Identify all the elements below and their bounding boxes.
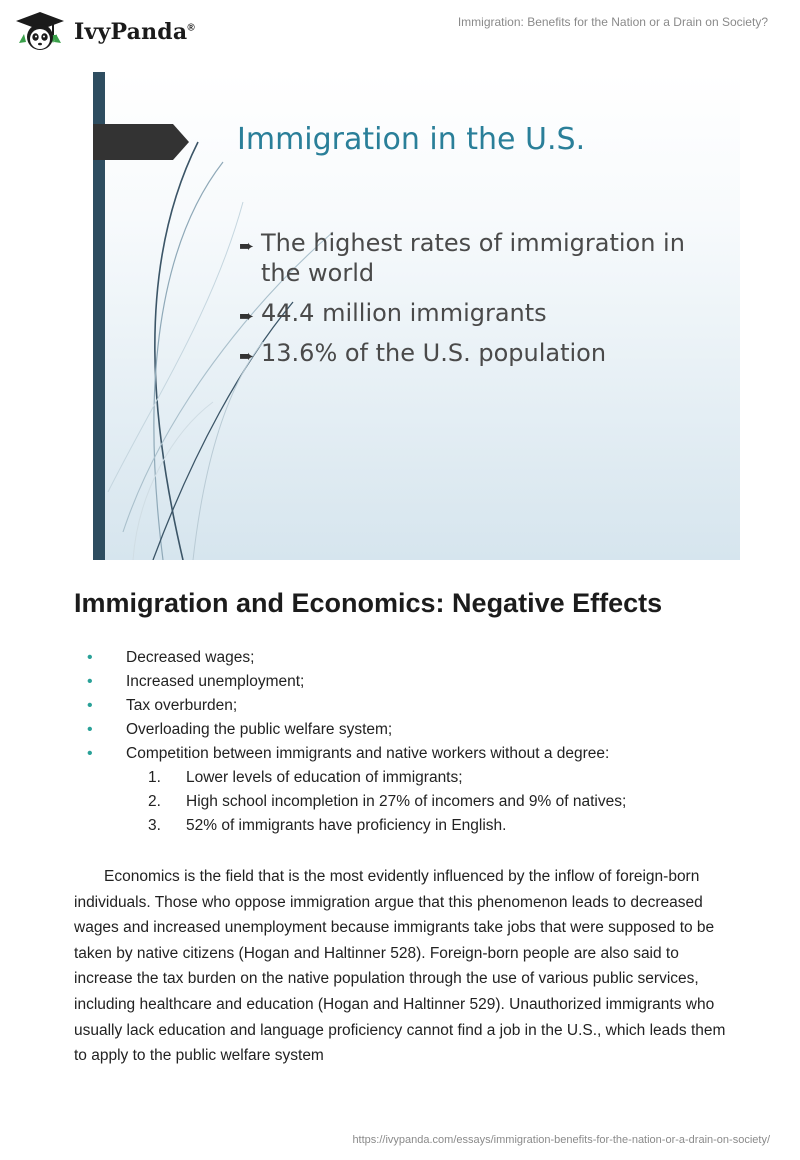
slide-bullet: ➨ The highest rates of immigration in the world (239, 229, 685, 287)
list-item: • Decreased wages; (74, 646, 734, 670)
bullet-dot-icon: • (87, 745, 93, 762)
list-item: • Competition between immigrants and native workers without a degree: 1. Lower levels of education of immigrants; 2. High school incompletion in 27% of incomers and 9% of natives; 3. 52% of immigrants have proficiency in English. (74, 742, 734, 838)
section-heading: Immigration and Economics: Negative Effects (74, 588, 663, 618)
sub-list-item: 1. Lower levels of education of immigrants; (148, 769, 463, 786)
pointing-hand-icon: ➨ (239, 306, 255, 327)
title-arrow-shape (93, 124, 193, 160)
sub-list-item: 2. High school incompletion in 27% of incomers and 9% of natives; (148, 793, 627, 810)
pointing-hand-icon: ➨ (239, 346, 255, 367)
bullet-dot-icon: • (87, 697, 93, 714)
competition-sub-list (126, 766, 734, 838)
bullet-dot-icon: • (87, 649, 93, 666)
body-paragraph: Economics is the field that is the most evidently influenced by the inflow of foreign-born individuals. Those who oppose immigration argue that this phenomenon leads to decreased wages and increased unemployment because immigrants take jobs that were supposed to be taken by native citizens (Hogan and Haltinner 528). Foreign-born people are also said to increase the tax burden on the native population through the use of various public services, including healthcare and education (Hogan and Haltinner 529). Unauthorized immigrants who usually lack education and language proficiency cannot find a job in the U.S., which leads them to apply to the public welfare system (74, 868, 726, 1065)
brand-name: IvyPanda® (74, 19, 195, 45)
slide-title: Immigration in the U.S. (237, 122, 586, 157)
panda-graduate-icon (14, 10, 66, 54)
pointing-hand-icon: ➨ (239, 236, 255, 257)
list-item: • Increased unemployment; (74, 670, 734, 694)
slide-bullet: ➨ 44.4 million immigrants (239, 298, 699, 328)
bullet-dot-icon: • (87, 721, 93, 738)
page-header (0, 0, 800, 60)
bullet-dot-icon: • (87, 673, 93, 690)
negative-effects-list (74, 646, 734, 838)
slide-image (93, 72, 740, 560)
source-url-link[interactable]: https://ivypanda.com/essays/immigration-benefits-for-the-nation-or-a-drain-on-society/ (352, 1134, 770, 1146)
slide-bullet: ➨ 13.6% of the U.S. population (239, 338, 699, 368)
slide-bullet-list (239, 228, 699, 378)
ivypanda-logo[interactable] (14, 10, 195, 54)
sub-list-item: 3. 52% of immigrants have proficiency in English. (148, 817, 507, 834)
list-item: • Overloading the public welfare system; (74, 718, 734, 742)
document-title: Immigration: Benefits for the Nation or a Drain on Society? (457, 15, 768, 29)
list-item: • Tax overburden; (74, 694, 734, 718)
